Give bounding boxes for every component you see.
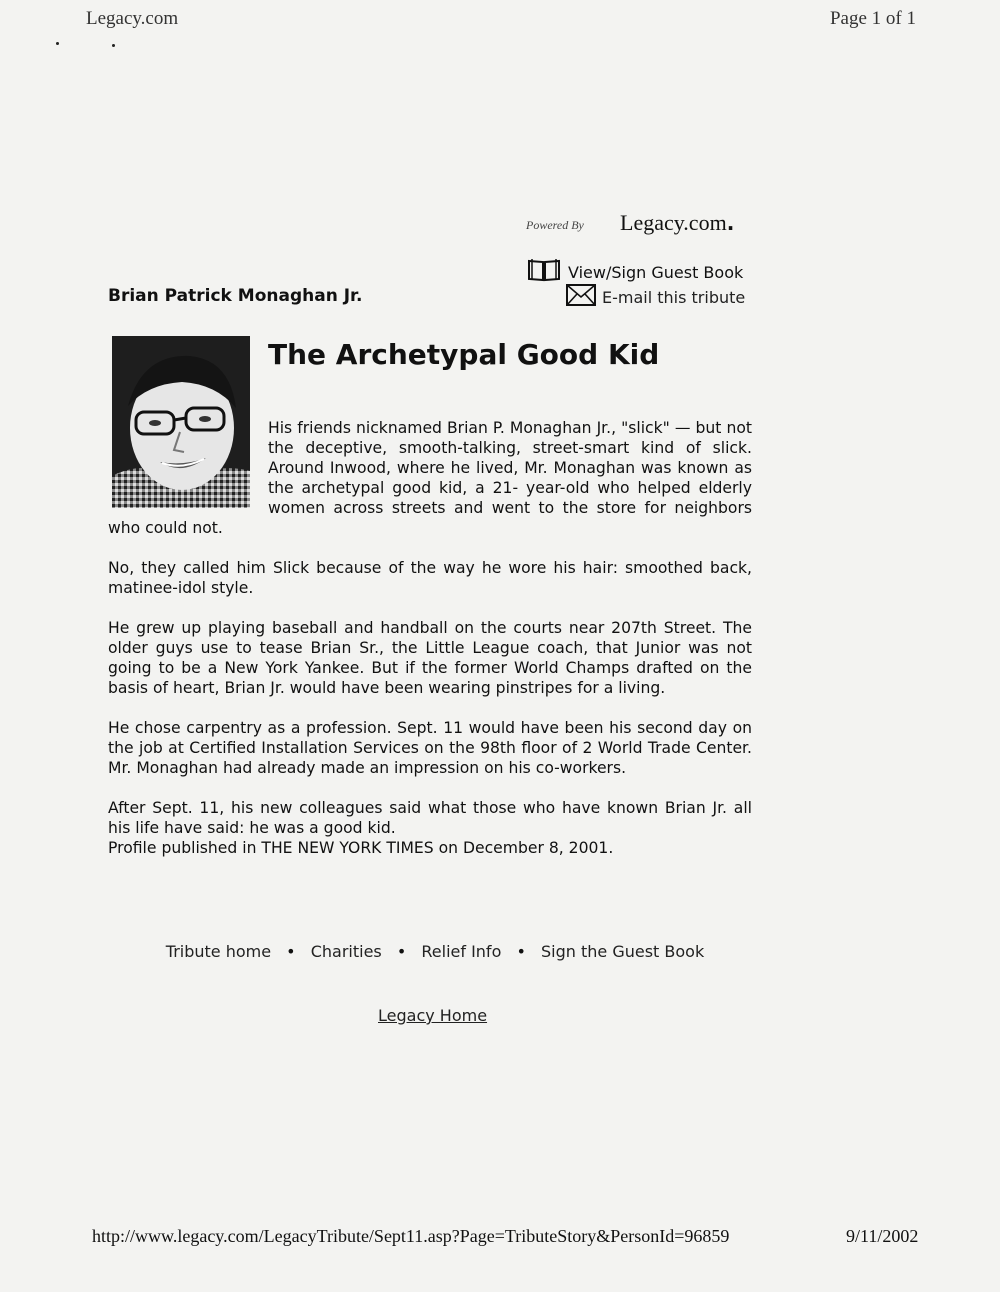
nav-separator: •	[286, 942, 296, 961]
legacy-logo[interactable]	[620, 210, 734, 236]
scan-speck	[56, 42, 59, 45]
guest-book-label: View/Sign Guest Book	[568, 262, 744, 282]
article-paragraph: No, they called him Slick because of the way he wore his hair: smoothed back, matinee-idol style.	[108, 559, 752, 597]
print-header-site: Legacy.com	[86, 8, 179, 29]
email-tribute-label: E-mail this tribute	[602, 287, 746, 307]
guest-book-link[interactable]	[528, 258, 743, 286]
legacy-logo-mark: .	[726, 211, 735, 235]
nav-separator: •	[516, 942, 526, 961]
article-paragraph: After Sept. 11, his new colleagues said what those who have known Brian Jr. all his life have said: he was a good kid.	[108, 799, 752, 837]
tribute-nav	[0, 942, 870, 961]
legacy-logo-text: Legacy.com	[620, 210, 727, 235]
person-name: Brian Patrick Monaghan Jr.	[108, 286, 363, 306]
scan-speck	[112, 44, 115, 47]
article-body	[108, 418, 752, 858]
article-paragraph: His friends nicknamed Brian P. Monaghan Jr., "slick" — but not the deceptive, smooth-talking, street-smart kind of slick. Around Inwood, where he lived, Mr. Monaghan was known as the archetypal good kid, a 21- year-old who helped elderly women across streets and went to the store for neighbors who could not.	[108, 419, 752, 537]
email-tribute-link[interactable]	[566, 284, 745, 310]
envelope-icon	[566, 284, 596, 310]
book-icon	[528, 258, 560, 286]
nav-sign-guest-book[interactable]: Sign the Guest Book	[540, 942, 705, 961]
article-paragraph: He grew up playing baseball and handball on the courts near 207th Street. The older guys use to tease Brian Sr., the Little League coach, that Junior was not going to be a New York Yankee. But if the former World Champs drafted on the basis of heart, Brian Jr. would have been wearing pinstripes for a living.	[108, 619, 752, 697]
nav-separator: •	[396, 942, 407, 961]
legacy-home-link[interactable]: Legacy Home	[378, 1006, 488, 1025]
nav-tribute-home[interactable]: Tribute home	[165, 942, 272, 961]
published-credit: Profile published in THE NEW YORK TIMES on December 8, 2001.	[108, 839, 614, 857]
powered-by-label: Powered By	[526, 218, 584, 232]
print-footer-date: 9/11/2002	[846, 1226, 919, 1246]
nav-relief-info[interactable]: Relief Info	[421, 942, 502, 961]
print-footer-url: http://www.legacy.com/LegacyTribute/Sept11.asp?Page=TributeStory&PersonId=96859	[92, 1226, 730, 1246]
headline: The Archetypal Good Kid	[268, 338, 660, 371]
print-header-page: Page 1 of 1	[829, 8, 916, 29]
nav-charities[interactable]: Charities	[310, 942, 382, 961]
article-paragraph: He chose carpentry as a profession. Sept. 11 would have been his second day on the job at Certified Installation Services on the 98th floor of 2 World Trade Center. Mr. Monaghan had already made an impression on his co-workers.	[108, 719, 752, 777]
